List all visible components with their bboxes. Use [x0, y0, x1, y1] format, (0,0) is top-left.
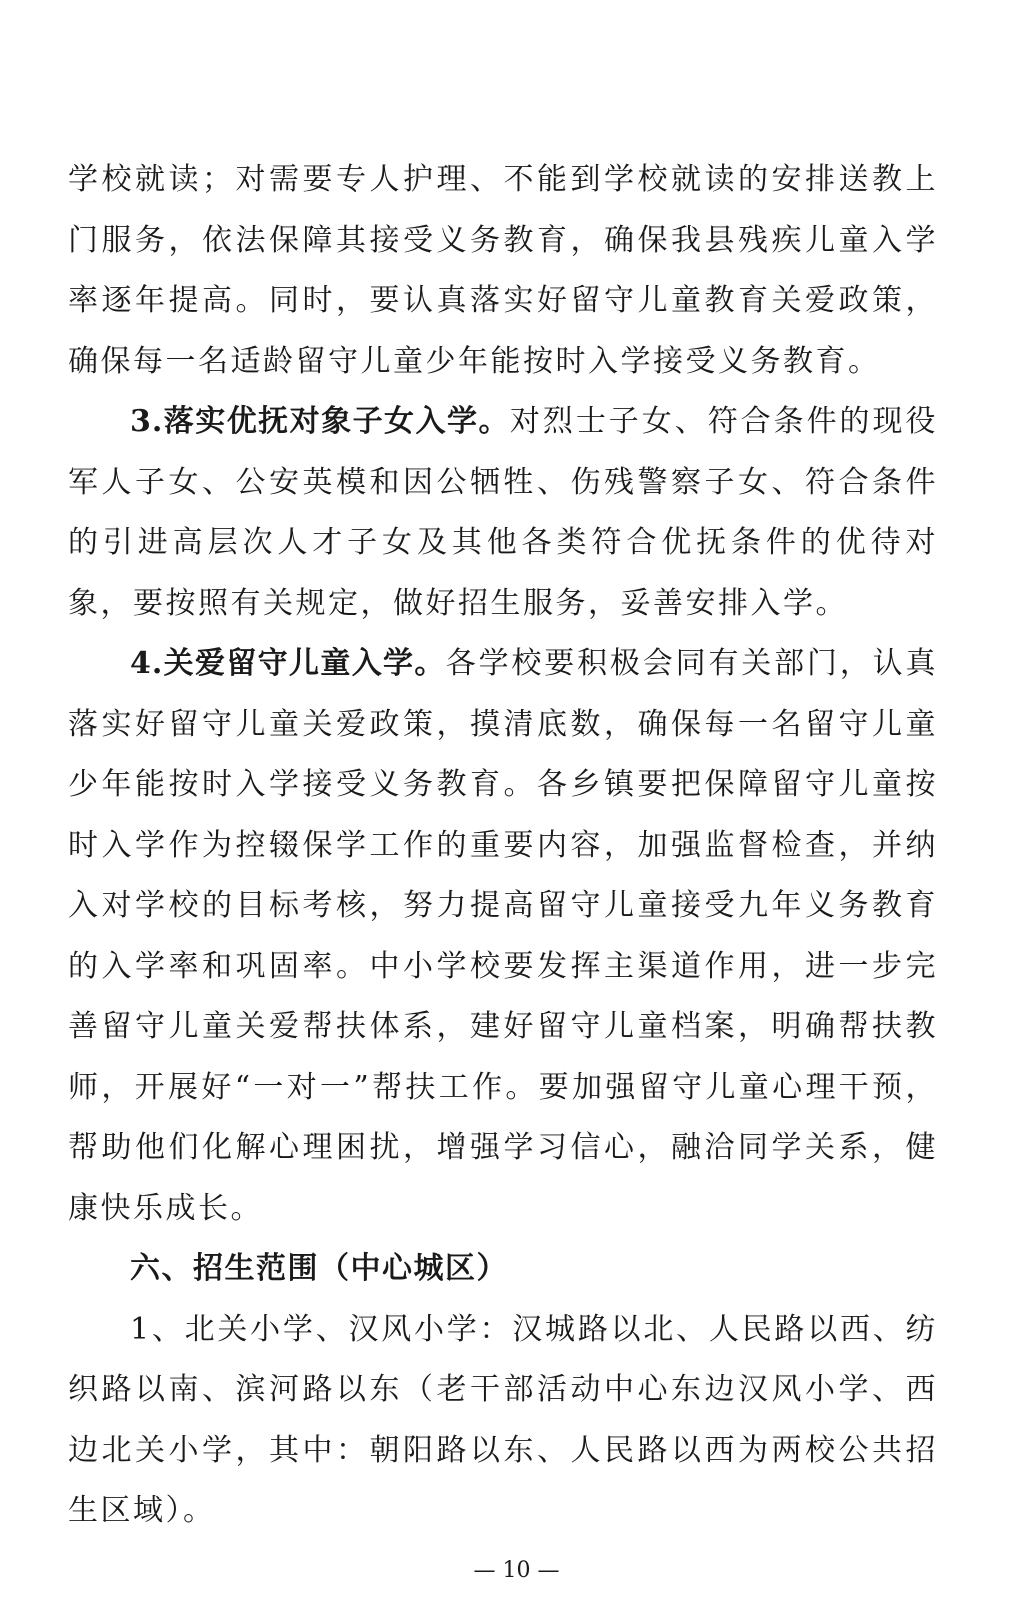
item-3-body: 对烈士子女、符合条件的现役军人子女、公安英模和因公牺牲、伤残警察子女、符合条件的引进高层次人才子女及其他各类符合优抚条件的优待对象，要按照有关规定，做好招生服务，妥善安排入学。: [68, 404, 938, 621]
continuation-paragraph: [68, 150, 938, 392]
item-3-lead: 3.落实优抚对象子女入学。: [130, 404, 510, 439]
document-body: [68, 150, 938, 1542]
section-6-item-1-text: 1、北关小学、汉风小学：汉城路以北、人民路以西、纺织路以南、滨河路以东（老干部活动中心东边汉风小学、西边北关小学，其中：朝阳路以东、人民路以西为两校公共招生区域）。: [68, 1311, 938, 1528]
section-6-heading: 六、招生范围（中心城区）: [130, 1251, 508, 1286]
item-4-body: 各学校要积极会同有关部门，认真落实好留守儿童关爱政策，摸清底数，确保每一名留守儿童少年能按时入学接受义务教育。各乡镇要把保障留守儿童按时入学作为控辍保学工作的重要内容，加强监督检查，并纳入对学校的目标考核，努力提高留守儿童接受九年义务教育的入学率和巩固率。中小学校要发挥主渠道作用，进一步完善留守儿童关爱帮扶体系，建好留守儿童档案，明确帮扶教师，开展好“一对一”帮扶工作。要加强留守儿童心理干预，帮助他们化解心理困扰，增强学习信心，融洽同学关系，健康快乐成长。: [68, 646, 939, 1226]
item-3-paragraph: [68, 392, 938, 634]
page-number: — 10 —: [473, 1558, 560, 1583]
item-4-lead: 4.关爱留守儿童入学。: [130, 646, 446, 681]
section-6-item-1: [68, 1300, 938, 1542]
item-4-paragraph: [68, 634, 938, 1239]
continuation-text: 学校就读；对需要专人护理、不能到学校就读的安排送教上门服务，依法保障其接受义务教育，确保我县残疾儿童入学率逐年提高。同时，要认真落实好留守儿童教育关爱政策，确保每一名适龄留守儿童少年能按时入学接受义务教育。: [68, 162, 938, 379]
